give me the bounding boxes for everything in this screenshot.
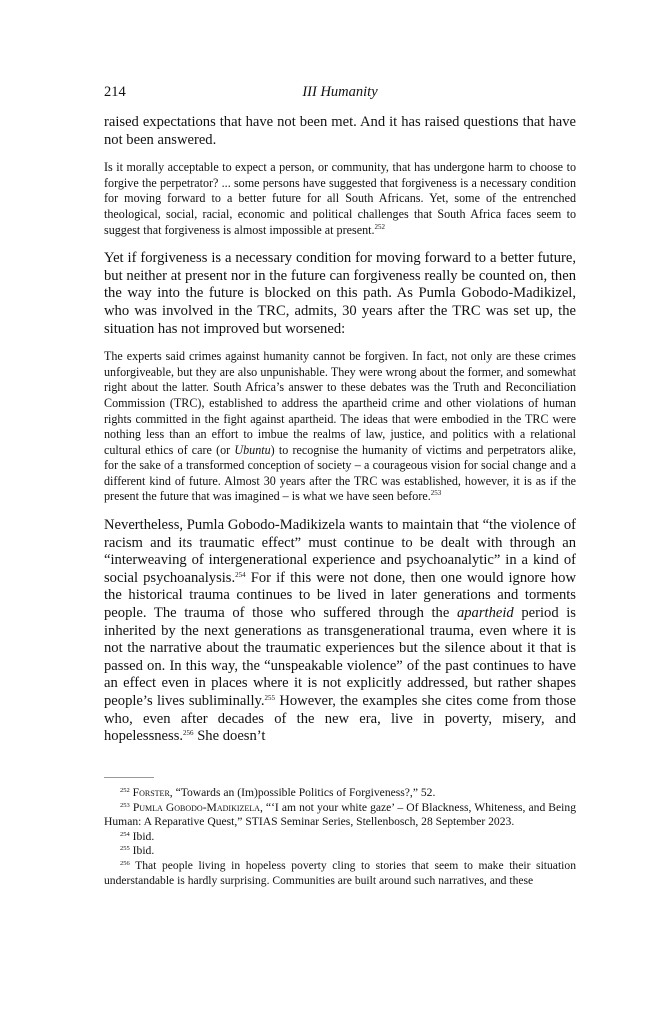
block-quote-gobodo-madikizela: The experts said crimes against humanity cannot be forgiven. In fact, not only are these crimes unforgiveable, but they are also unpunishable. They were wrong about the former, and somewhat right about the latter. South Africa’s answer to these debates was the Truth and Reconciliation Commission (TRC), established to address the apartheid crime and other violations of human rights committed in the fight against apartheid. The ideas that were embodied in the TRC were nothing less than an effort to imbue the realms of law, justice, and politics with a relational cultural ethics of care (or Ubuntu) to recognise the humanity of victims and perpetrators alike, for the sake of a transformed conception of society – a courageous vision for social change and a different kind of future. Almost 30 years after the TRC was established, however, it is as if the present the future that was imagined – is what we have seen before.$^{253}$ — [104, 349, 576, 504]
footnote-divider — [104, 777, 154, 778]
paragraph-trauma: Nevertheless, Pumla Gobodo-Madikizela wants to maintain that “the violence of racism and its traumatic effect” must continue to be dealt with through an “interweaving of intergenerational experience and psychoanalytic” in a kind of social psychoanalysis.$^{254}$ For if this were not done, then one would ignore how the historical trauma continues to be lived in later generations and torments people. The trauma of those who suffered through the apartheid period is inherited by the next generations as transgenerational trauma, even where it is not the narrative about the traumatic experiences but the silence about it that is passed on. In this way, the “unspeakable violence” of the past continues to have an effect even in places where it is not explicitly addressed, but rather shapes people’s lives subliminally.$^{255}$ However, the examples she cites come from those who, even after decades of the new era, live in poverty, misery, and hopelessness.$^{256}$ She doesn’t — [104, 517, 576, 745]
footnote-253: $^{253}$ Pumla Gobodo-Madikizela, “‘I am not your white gaze’ – Of Blackness, Whiteness, and Being Human: A Reparative Quest,” STIAS Seminar Series, Stellenbosch, 28 September 2023. — [104, 800, 576, 829]
footnote-255: $^{255}$ Ibid. — [120, 844, 155, 858]
footnote-ref-253[interactable]: 253 — [430, 489, 442, 498]
footnote-author: Forster — [132, 786, 170, 799]
footnote-252: $^{252}$ Forster, “Towards an (Im)possible Politics of Forgiveness?,” 52. — [120, 786, 436, 799]
footnote-author: Pumla Gobodo-Madikizela — [132, 800, 260, 814]
paragraph-continuation: raised expectations that have not been met. And it has raised questions that have not been answered. — [104, 114, 576, 148]
footnote-ref-252[interactable]: 252 — [374, 222, 386, 231]
italic-term-ubuntu: Ubuntu — [234, 442, 271, 457]
footnote-ref-256[interactable]: 256 — [183, 729, 194, 738]
footnote-ref-254[interactable]: 254 — [235, 570, 246, 579]
running-head: III Humanity — [302, 84, 378, 100]
body-text — [104, 114, 576, 746]
page-number: 214 — [104, 84, 126, 100]
page-header — [104, 84, 576, 104]
italic-term-apartheid: apartheid — [456, 605, 514, 622]
footnotes — [104, 786, 576, 888]
paragraph-gobodo-madikizela: Yet if forgiveness is a necessary condition for moving forward to a better future, but neither at present nor in the future can forgiveness really be counted on, then the way into the future is blocked on this path. As Pumla Gobodo-Madikizel, who was involved in the TRC, admits, 30 years after the TRC was set up, the situation has not improved but worsened: — [104, 250, 576, 337]
footnote-256: $^{256}$ That people living in hopeless poverty cling to stories that seem to make their situation understandable is hardly surprising. Communities are built around such narratives, and these — [104, 858, 576, 887]
footnote-254: $^{254}$ Ibid. — [120, 829, 155, 843]
footnote-ref-255[interactable]: 255 — [264, 694, 275, 702]
block-quote-forster: Is it morally acceptable to expect a person, or community, that has undergone harm to choose to forgive the perpetrator? ... some persons have suggested that forgiveness is a necessary condition for moving forward to a better future for all South Africans. Yet, some of the entrenched theological, social, racial, economic and political challenges that South Africa faces seem to suggest that forgiveness is almost impossible at present.$^{252}$ — [104, 160, 576, 237]
